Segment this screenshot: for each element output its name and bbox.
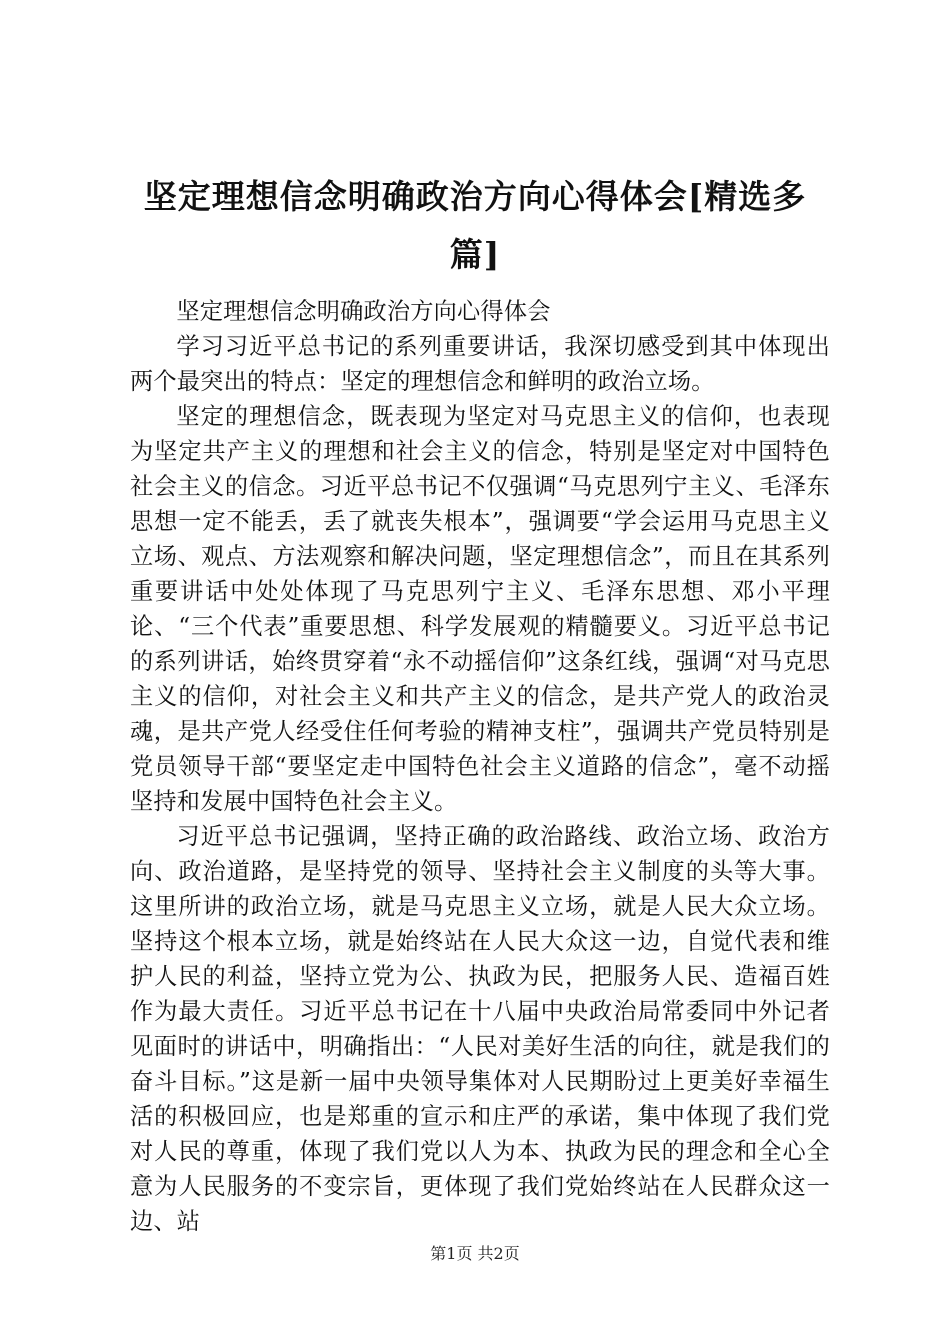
document-body — [130, 294, 830, 1239]
page-footer: 第1页 共2页 — [430, 1244, 520, 1263]
document-subtitle: 坚定理想信念明确政治方向心得体会 — [176, 298, 551, 325]
paragraph: 学习习近平总书记的系列重要讲话，我深切感受到其中体现出两个最突出的特点：坚定的理想信念和鲜明的政治立场。 — [130, 333, 830, 395]
paragraph: 习近平总书记强调，坚持正确的政治路线、政治立场、政治方向、政治道路，是坚持党的领导、坚持社会主义制度的头等大事。这里所讲的政治立场，就是马克思主义立场，就是人民大众立场。坚持这个根本立场，就是始终站在人民大众这一边，自觉代表和维护人民的利益，坚持立党为公、执政为民，把服务人民、造福百姓作为最大责任。习近平总书记在十八届中央政治局常委同中外记者见面时的讲话中，明确指出：“人民对美好生活的向往，就是我们的奋斗目标。”这是新一届中央领导集体对人民期盼过上更美好幸福生活的积极回应，也是郑重的宣示和庄严的承诺，集中体现了我们党对人民的尊重，体现了我们党以人为本、执政为民的理念和全心全意为人民服务的不变宗旨，更体现了我们党始终站在人民群众这一边、站 — [130, 823, 830, 1235]
document-title: 坚定理想信念明确政治方向心得体会[精选多篇] — [143, 177, 807, 274]
paragraph: 坚定的理想信念，既表现为坚定对马克思主义的信仰，也表现为坚定共产主义的理想和社会主义的信念，特别是坚定对中国特色社会主义的信念。习近平总书记不仅强调“马克思列宁主义、毛泽东思想一定不能丢，丢了就丧失根本”，强调要“学会运用马克思主义立场、观点、方法观察和解决问题，坚定理想信念”，而且在其系列重要讲话中处处体现了马克思列宁主义、毛泽东思想、邓小平理论、“三个代表”重要思想、科学发展观的精髓要义。习近平总书记的系列讲话，始终贯穿着“永不动摇信仰”这条红线，强调“对马克思主义的信仰，对社会主义和共产主义的信念，是共产党人的政治灵魂，是共产党人经受住任何考验的精神支柱”，强调共产党员特别是党员领导干部“要坚定走中国特色社会主义道路的信念”，毫不动摇坚持和发展中国特色社会主义。 — [130, 403, 830, 815]
